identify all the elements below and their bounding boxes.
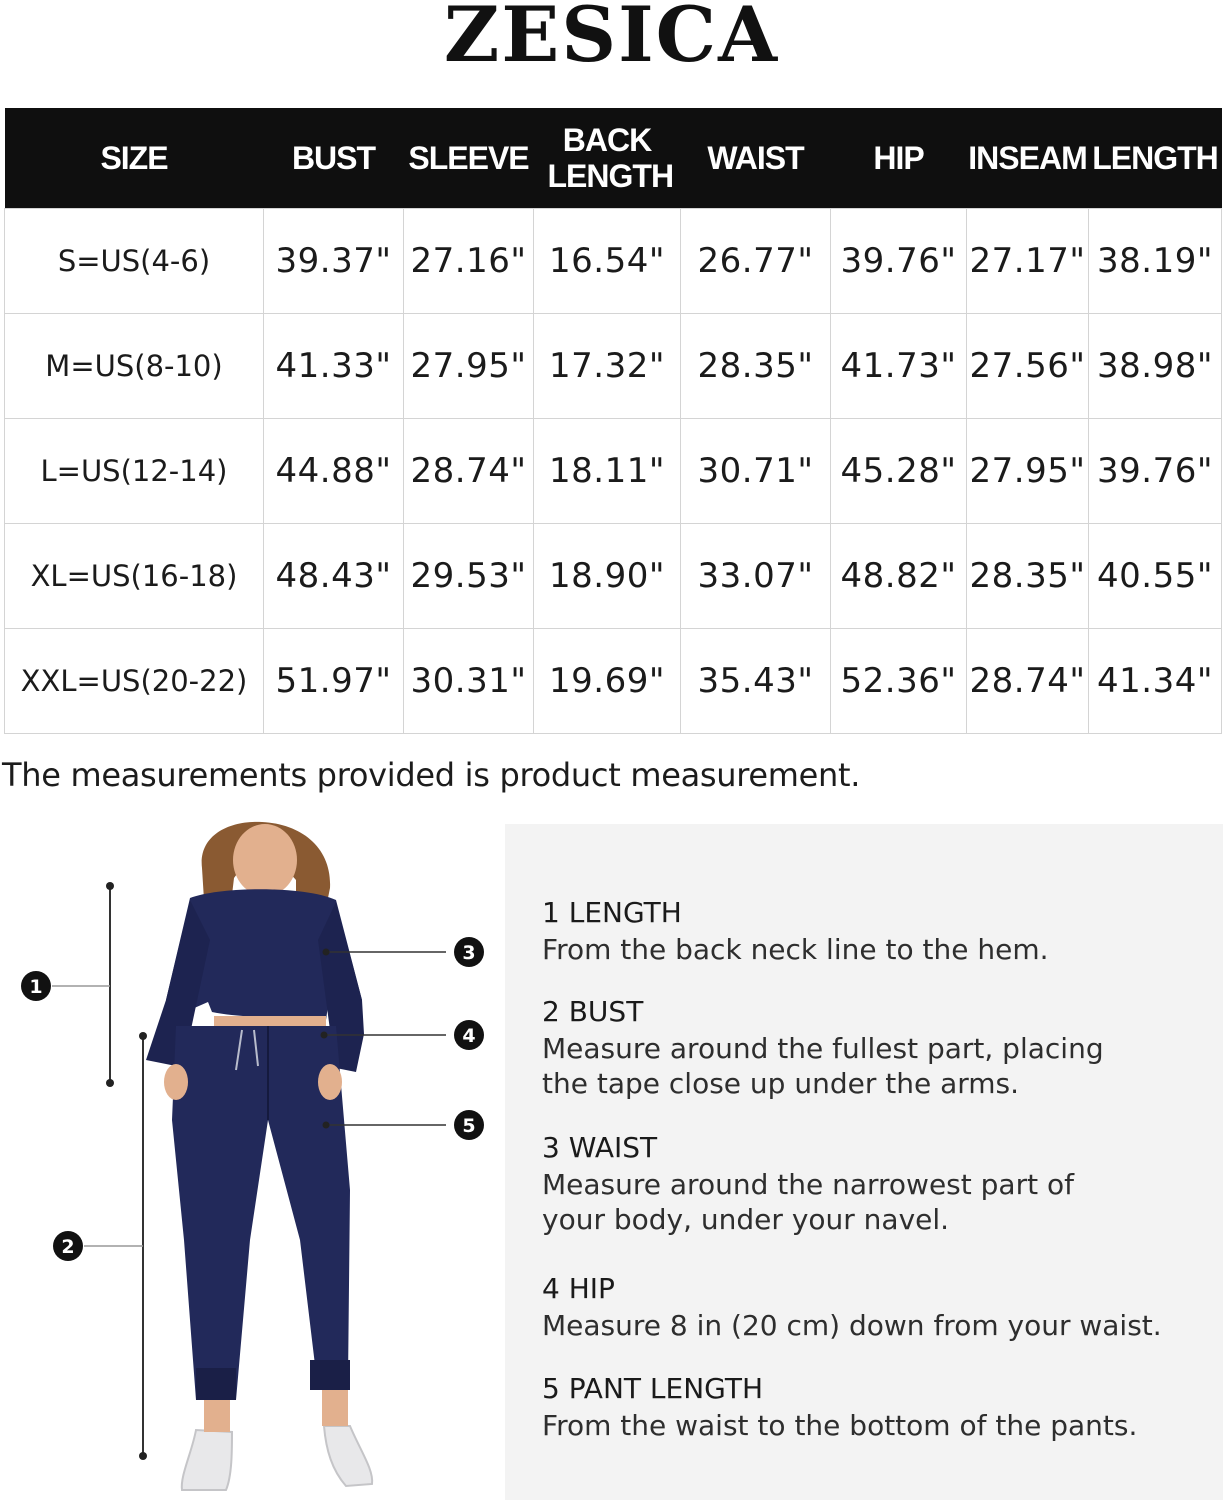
inseam-cell: 27.17" — [967, 209, 1089, 314]
right-ankle — [322, 1390, 348, 1426]
marker-1 — [21, 971, 51, 1001]
model-figure — [0, 820, 505, 1500]
sleeve-cell: 27.95" — [404, 314, 534, 419]
length-cell: 38.98" — [1089, 314, 1222, 419]
inseam-cell: 27.95" — [967, 419, 1089, 524]
sleeve-cell: 27.16" — [404, 209, 534, 314]
hip-cell: 41.73" — [831, 314, 967, 419]
guide-title: 1 LENGTH — [542, 896, 682, 929]
left-ankle — [204, 1400, 230, 1432]
guide-description: From the waist to the bottom of the pants. — [542, 1409, 1138, 1442]
length-cell: 41.34" — [1089, 629, 1222, 734]
guide-item-hip — [542, 1270, 1182, 1343]
header-back-length: BACK LENGTH — [534, 108, 681, 209]
pant-bottom-dot — [139, 1452, 147, 1460]
table-row — [5, 419, 1222, 524]
guide-item-bust — [542, 993, 1182, 1101]
hip-cell: 48.82" — [831, 524, 967, 629]
hip-cell: 52.36" — [831, 629, 967, 734]
hip-dot — [321, 1032, 328, 1039]
marker-2 — [53, 1231, 83, 1261]
measurement-diagram — [0, 820, 505, 1500]
sleeve-cell: 29.53" — [404, 524, 534, 629]
length-top-dot — [106, 882, 114, 890]
back-length-cell: 18.90" — [534, 524, 681, 629]
marker-5 — [454, 1110, 484, 1140]
waist-cell: 26.77" — [681, 209, 831, 314]
header-waist: WAIST — [681, 108, 831, 209]
pant-top-dot — [139, 1032, 147, 1040]
bust-cell: 39.37" — [264, 209, 404, 314]
header-inseam: INSEAM — [967, 108, 1089, 209]
size-cell: XXL=US(20-22) — [5, 629, 264, 734]
back-length-cell: 18.11" — [534, 419, 681, 524]
measurement-guide — [505, 824, 1223, 1500]
bust-cell: 51.97" — [264, 629, 404, 734]
header-bust: BUST — [264, 108, 404, 209]
measurement-note: The measurements provided is product measurement. — [2, 756, 861, 794]
sleeve-cell: 30.31" — [404, 629, 534, 734]
back-length-cell: 19.69" — [534, 629, 681, 734]
inseam-cell: 28.74" — [967, 629, 1089, 734]
length-bottom-dot — [106, 1079, 114, 1087]
model-face — [233, 824, 297, 896]
waist-dot — [323, 949, 330, 956]
svg-text:1: 1 — [29, 976, 43, 998]
pant-waist-dot — [323, 1122, 330, 1129]
header-row — [5, 108, 1222, 209]
header-hip: HIP — [831, 108, 967, 209]
model-left-hand — [164, 1064, 188, 1100]
model-midriff — [214, 1016, 326, 1026]
bust-cell: 44.88" — [264, 419, 404, 524]
svg-text:2: 2 — [61, 1236, 75, 1258]
right-shoe — [324, 1426, 372, 1486]
guide-description: Measure around the narrowest part of your body, under your navel. — [542, 1168, 1074, 1236]
left-cuff — [196, 1368, 236, 1400]
table-row — [5, 524, 1222, 629]
length-cell: 39.76" — [1089, 419, 1222, 524]
length-cell: 40.55" — [1089, 524, 1222, 629]
table-row — [5, 209, 1222, 314]
guide-title: 4 HIP — [542, 1272, 615, 1305]
svg-text:4: 4 — [462, 1025, 476, 1047]
sleeve-cell: 28.74" — [404, 419, 534, 524]
svg-text:5: 5 — [462, 1115, 476, 1137]
size-cell: L=US(12-14) — [5, 419, 264, 524]
inseam-cell: 28.35" — [967, 524, 1089, 629]
waist-cell: 35.43" — [681, 629, 831, 734]
guide-item-waist — [542, 1129, 1182, 1237]
hip-cell: 39.76" — [831, 209, 967, 314]
header-size: SIZE — [5, 108, 264, 209]
size-cell: XL=US(16-18) — [5, 524, 264, 629]
inseam-cell: 27.56" — [967, 314, 1089, 419]
guide-item-pant-length — [542, 1370, 1182, 1443]
marker-4 — [454, 1020, 484, 1050]
waist-cell: 28.35" — [681, 314, 831, 419]
header-length: LENGTH — [1089, 108, 1222, 209]
back-length-cell: 16.54" — [534, 209, 681, 314]
bust-cell: 41.33" — [264, 314, 404, 419]
svg-text:3: 3 — [462, 942, 476, 964]
guide-description: Measure 8 in (20 cm) down from your waist. — [542, 1309, 1162, 1342]
back-length-cell: 17.32" — [534, 314, 681, 419]
bust-cell: 48.43" — [264, 524, 404, 629]
table-row — [5, 629, 1222, 734]
marker-3 — [454, 937, 484, 967]
guide-description: Measure around the fullest part, placing the tape close up under the arms. — [542, 1032, 1104, 1100]
left-shoe — [182, 1430, 232, 1490]
guide-title: 3 WAIST — [542, 1131, 658, 1164]
right-cuff — [310, 1360, 350, 1390]
table-row — [5, 314, 1222, 419]
size-cell: S=US(4-6) — [5, 209, 264, 314]
guide-title: 5 PANT LENGTH — [542, 1372, 764, 1405]
waist-cell: 30.71" — [681, 419, 831, 524]
guide-title: 2 BUST — [542, 995, 644, 1028]
guide-item-length — [542, 894, 1182, 967]
brand-logo: ZESICA — [443, 0, 780, 79]
length-cell: 38.19" — [1089, 209, 1222, 314]
size-cell: M=US(8-10) — [5, 314, 264, 419]
model-right-hand — [318, 1064, 342, 1100]
header-sleeve: SLEEVE — [404, 108, 534, 209]
size-chart-table — [4, 108, 1222, 734]
waist-cell: 33.07" — [681, 524, 831, 629]
guide-description: From the back neck line to the hem. — [542, 933, 1049, 966]
hip-cell: 45.28" — [831, 419, 967, 524]
